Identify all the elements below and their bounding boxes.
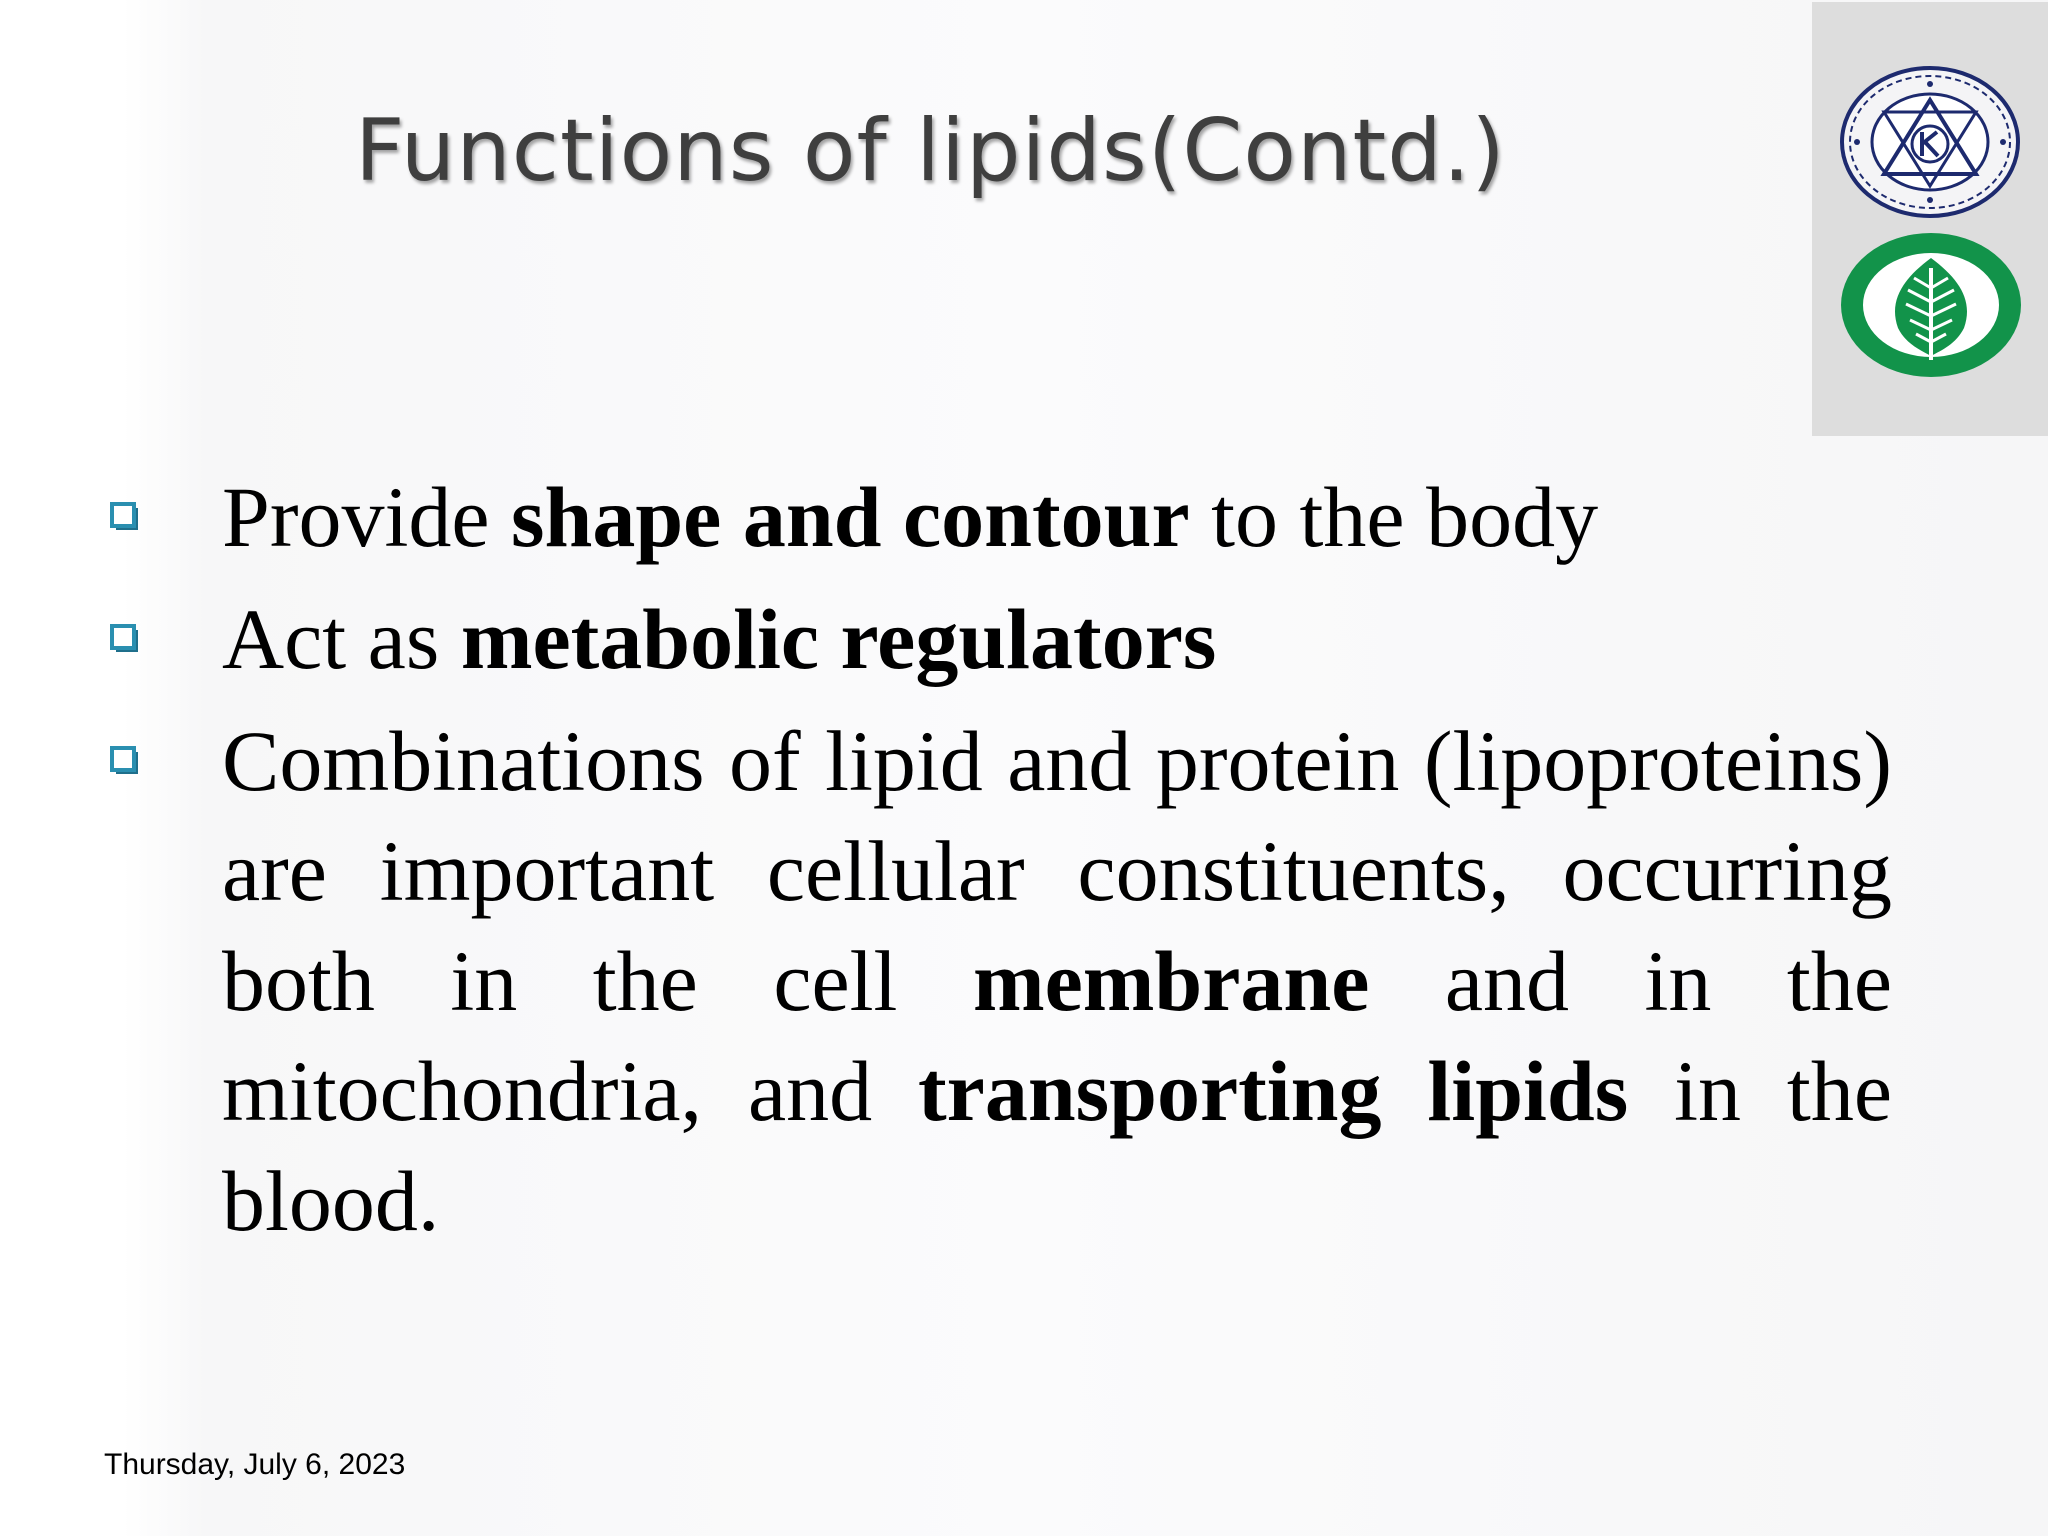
bullet-item bbox=[0, 584, 1892, 694]
bullet-text: Act as bbox=[222, 591, 461, 687]
bullet-text: and in the mitochondria, and bbox=[222, 933, 1892, 1139]
bullet-text: in the blood. bbox=[222, 1043, 1892, 1249]
bullet-bold-text: metabolic regulators bbox=[460, 591, 1217, 687]
university-seal-icon bbox=[1837, 62, 2023, 222]
bullet-text: Combinations of lipid and protein (lipoproteins) are important cellular constituents, occurring both in the cell bbox=[222, 713, 1892, 1029]
bullet-text: to the body bbox=[1189, 469, 1599, 565]
bullet-item bbox=[0, 706, 1892, 1256]
checkbox-bullet-icon bbox=[110, 746, 140, 776]
slide-date: Thursday, July 6, 2023 bbox=[104, 1448, 406, 1481]
bullet-bold-text: membrane bbox=[972, 933, 1370, 1029]
bullet-list bbox=[0, 462, 2048, 1268]
bullet-text: Provide bbox=[222, 469, 512, 565]
checkbox-bullet-icon bbox=[110, 624, 140, 654]
bullet-item bbox=[0, 462, 1892, 572]
bullet-bold-text: transporting lipids bbox=[918, 1043, 1629, 1139]
bullet-bold-text: shape and contour bbox=[511, 469, 1190, 565]
checkbox-bullet-icon bbox=[110, 502, 140, 532]
slide-title: Functions of lipids(Contd.) bbox=[355, 101, 1506, 201]
leaf-emblem-icon bbox=[1840, 232, 2022, 378]
